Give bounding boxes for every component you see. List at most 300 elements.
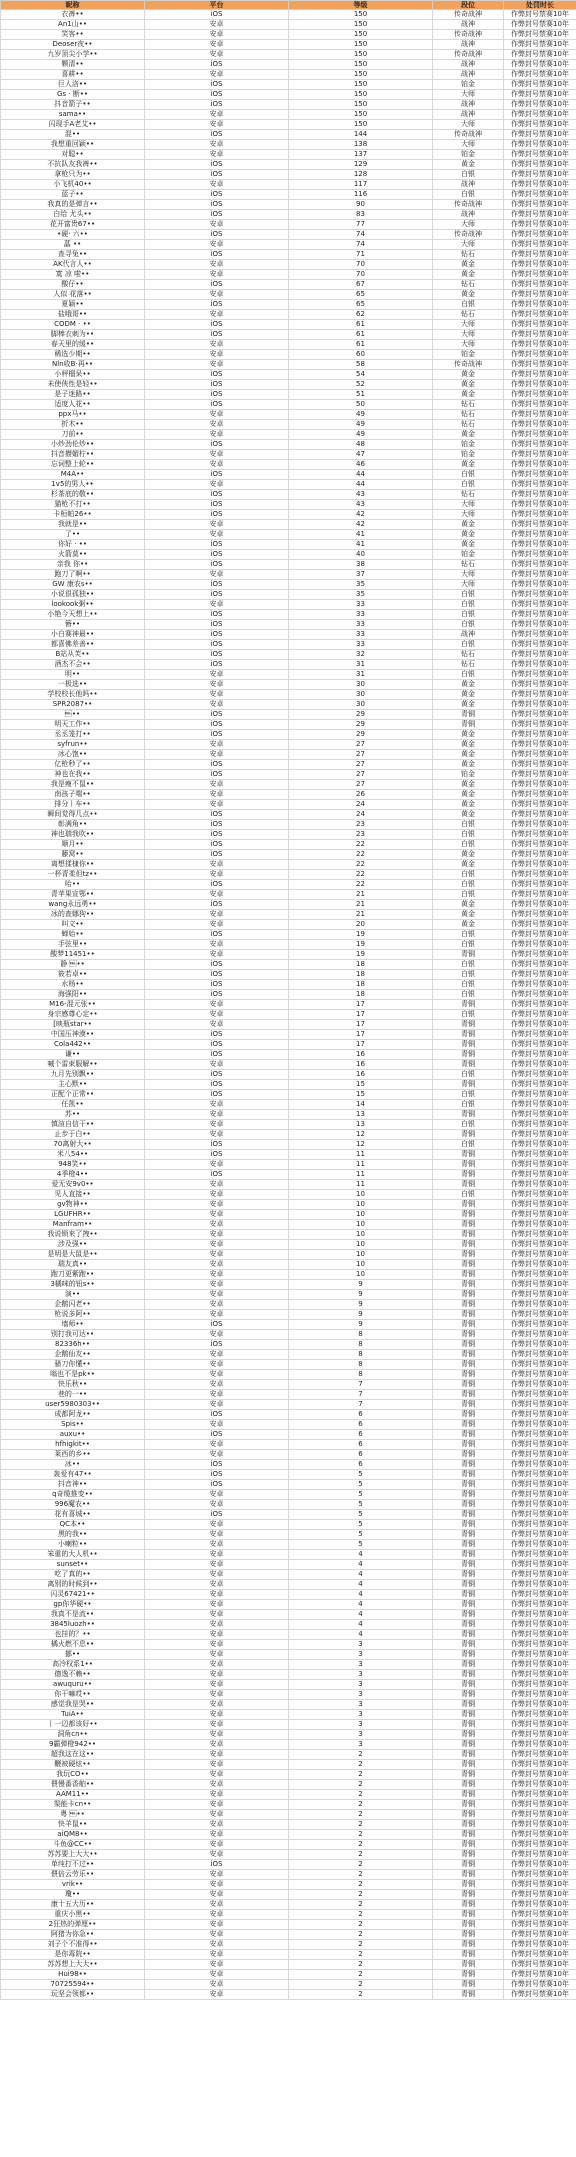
- level-cell: 8: [289, 1330, 433, 1340]
- penalty-cell: 作弊封号禁赛10年: [504, 1060, 576, 1070]
- rank-cell: 青铜: [433, 1580, 504, 1590]
- rank-cell: 青铜: [433, 1300, 504, 1310]
- penalty-cell: 作弊封号禁赛10年: [504, 550, 576, 560]
- level-cell: 6: [289, 1440, 433, 1450]
- nickname-cell: 花有喜城••: [1, 1510, 145, 1520]
- nickname-cell: 单纯打不过••: [1, 1860, 145, 1870]
- penalty-cell: 作弊封号禁赛10年: [504, 1900, 576, 1910]
- nickname-cell: 枪说多阿••: [1, 1310, 145, 1320]
- table-row: [1, 620, 576, 630]
- nickname-cell: M4A••: [1, 470, 145, 480]
- platform-cell: iOS: [145, 1040, 289, 1050]
- platform-cell: 安卓: [145, 690, 289, 700]
- table-row: [1, 1440, 576, 1450]
- rank-cell: 青铜: [433, 1850, 504, 1860]
- table-row: [1, 910, 576, 920]
- level-cell: 129: [289, 160, 433, 170]
- table-row: [1, 1470, 576, 1480]
- penalty-cell: 作弊封号禁赛10年: [504, 260, 576, 270]
- rank-cell: 黄金: [433, 730, 504, 740]
- rank-cell: 黄金: [433, 780, 504, 790]
- nickname-cell: 夏颖••: [1, 300, 145, 310]
- platform-cell: 安卓: [145, 1930, 289, 1940]
- rank-cell: 黄金: [433, 910, 504, 920]
- table-row: [1, 920, 576, 930]
- platform-cell: iOS: [145, 510, 289, 520]
- rank-cell: 黄金: [433, 520, 504, 530]
- platform-cell: 安卓: [145, 1190, 289, 1200]
- header-row: [1, 1, 576, 10]
- rank-cell: 钻石: [433, 280, 504, 290]
- level-cell: 16: [289, 1050, 433, 1060]
- level-cell: 138: [289, 140, 433, 150]
- level-cell: 19: [289, 940, 433, 950]
- penalty-cell: 作弊封号禁赛10年: [504, 1490, 576, 1500]
- nickname-cell: 巷的一••: [1, 1390, 145, 1400]
- nickname-cell: 演••: [1, 1290, 145, 1300]
- nickname-cell: 蕌 ••: [1, 240, 145, 250]
- level-cell: 46: [289, 460, 433, 470]
- penalty-cell: 作弊封号禁赛10年: [504, 1240, 576, 1250]
- platform-cell: 安卓: [145, 1180, 289, 1190]
- nickname-cell: AAM11••: [1, 1790, 145, 1800]
- table-row: [1, 1540, 576, 1550]
- table-row: [1, 590, 576, 600]
- nickname-cell: 丞丞笼打••: [1, 730, 145, 740]
- penalty-cell: 作弊封号禁赛10年: [504, 1830, 576, 1840]
- penalty-cell: 作弊封号禁赛10年: [504, 650, 576, 660]
- penalty-cell: 作弊封号禁赛10年: [504, 220, 576, 230]
- nickname-cell: 亿枪秒了••: [1, 760, 145, 770]
- level-cell: 150: [289, 50, 433, 60]
- table-row: [1, 1040, 576, 1050]
- level-cell: 29: [289, 710, 433, 720]
- nickname-cell: 亲我 你••: [1, 560, 145, 570]
- table-row: [1, 900, 576, 910]
- penalty-cell: 作弊封号禁赛10年: [504, 1710, 576, 1720]
- rank-cell: 战神: [433, 70, 504, 80]
- nickname-cell: 颗清••: [1, 60, 145, 70]
- rank-cell: 青铜: [433, 1720, 504, 1730]
- platform-cell: 安卓: [145, 480, 289, 490]
- table-row: [1, 1960, 576, 1970]
- platform-cell: iOS: [145, 1140, 289, 1150]
- table-row: [1, 120, 576, 130]
- rank-cell: 白银: [433, 670, 504, 680]
- rank-cell: 黄金: [433, 810, 504, 820]
- table-row: [1, 660, 576, 670]
- penalty-cell: 作弊封号禁赛10年: [504, 1480, 576, 1490]
- level-cell: 10: [289, 1260, 433, 1270]
- nickname-cell: 学校校长他吗••: [1, 690, 145, 700]
- nickname-cell: 挪••: [1, 1650, 145, 1660]
- nickname-cell: 蓝子••: [1, 190, 145, 200]
- penalty-cell: 作弊封号禁赛10年: [504, 1520, 576, 1530]
- level-cell: 50: [289, 400, 433, 410]
- platform-cell: 安卓: [145, 1800, 289, 1810]
- rank-cell: 青铜: [433, 1690, 504, 1700]
- rank-cell: 青铜: [433, 1380, 504, 1390]
- rank-cell: 铂金: [433, 440, 504, 450]
- rank-cell: 青铜: [433, 1410, 504, 1420]
- level-cell: 5: [289, 1510, 433, 1520]
- platform-cell: 安卓: [145, 1750, 289, 1760]
- level-cell: 3: [289, 1720, 433, 1730]
- level-cell: 4: [289, 1570, 433, 1580]
- nickname-cell: 是子迷路••: [1, 390, 145, 400]
- nickname-cell: 手弦里••: [1, 940, 145, 950]
- penalty-cell: 作弊封号禁赛10年: [504, 890, 576, 900]
- nickname-cell: 慎渲自信干••: [1, 1120, 145, 1130]
- rank-cell: 青铜: [433, 1830, 504, 1840]
- nickname-cell: Deoser夜••: [1, 40, 145, 50]
- table-row: [1, 100, 576, 110]
- table-row: [1, 1840, 576, 1850]
- platform-cell: 安卓: [145, 70, 289, 80]
- platform-cell: 安卓: [145, 790, 289, 800]
- nickname-cell: q奇缆推变••: [1, 1490, 145, 1500]
- level-cell: 10: [289, 1190, 433, 1200]
- rank-cell: 青铜: [433, 1510, 504, 1520]
- penalty-cell: 作弊封号禁赛10年: [504, 1890, 576, 1900]
- level-cell: 30: [289, 700, 433, 710]
- level-cell: 35: [289, 590, 433, 600]
- nickname-cell: TuiA••: [1, 1710, 145, 1720]
- platform-cell: iOS: [145, 560, 289, 570]
- nickname-cell: 我就是••: [1, 520, 145, 530]
- table-row: [1, 1770, 576, 1780]
- level-cell: 29: [289, 720, 433, 730]
- table-row: [1, 1780, 576, 1790]
- platform-cell: 安卓: [145, 750, 289, 760]
- rank-cell: 青铜: [433, 1200, 504, 1210]
- rank-cell: 黄金: [433, 380, 504, 390]
- level-cell: 41: [289, 530, 433, 540]
- platform-cell: iOS: [145, 170, 289, 180]
- nickname-cell: 我玩CO••: [1, 1770, 145, 1780]
- platform-cell: iOS: [145, 830, 289, 840]
- level-cell: 17: [289, 1000, 433, 1010]
- table-row: [1, 1210, 576, 1220]
- table-row: [1, 500, 576, 510]
- nickname-cell: auxu••: [1, 1430, 145, 1440]
- penalty-cell: 作弊封号禁赛10年: [504, 720, 576, 730]
- nickname-cell: 叫文••: [1, 920, 145, 930]
- table-row: [1, 10, 576, 20]
- penalty-cell: 作弊封号禁赛10年: [504, 1420, 576, 1430]
- nickname-cell: 人似 花落••: [1, 290, 145, 300]
- penalty-cell: 作弊封号禁赛10年: [504, 210, 576, 220]
- table-row: [1, 190, 576, 200]
- platform-cell: 安卓: [145, 1660, 289, 1670]
- penalty-cell: 作弊封号禁赛10年: [504, 1130, 576, 1140]
- penalty-cell: 作弊封号禁赛10年: [504, 1730, 576, 1740]
- penalty-cell: 作弊封号禁赛10年: [504, 1160, 576, 1170]
- table-row: [1, 1200, 576, 1210]
- level-cell: 2: [289, 1760, 433, 1770]
- penalty-cell: 作弊封号禁赛10年: [504, 1190, 576, 1200]
- level-cell: 2: [289, 1820, 433, 1830]
- table-row: [1, 60, 576, 70]
- rank-cell: 青铜: [433, 1360, 504, 1370]
- penalty-cell: 作弊封号禁赛10年: [504, 1360, 576, 1370]
- penalty-cell: 作弊封号禁赛10年: [504, 1200, 576, 1210]
- rank-cell: 大师: [433, 320, 504, 330]
- rank-cell: 青铜: [433, 1970, 504, 1980]
- platform-cell: 安卓: [145, 700, 289, 710]
- nickname-cell: 寞 凉 啦••: [1, 270, 145, 280]
- nickname-cell: Cola442••: [1, 1040, 145, 1050]
- table-row: [1, 310, 576, 320]
- level-cell: 44: [289, 470, 433, 480]
- nickname-cell: 刀前••: [1, 430, 145, 440]
- penalty-cell: 作弊封号禁赛10年: [504, 410, 576, 420]
- platform-cell: 安卓: [145, 260, 289, 270]
- table-row: [1, 1750, 576, 1760]
- rank-cell: 黄金: [433, 540, 504, 550]
- penalty-cell: 作弊封号禁赛10年: [504, 670, 576, 680]
- rank-cell: 青铜: [433, 1540, 504, 1550]
- level-cell: 10: [289, 1270, 433, 1280]
- penalty-cell: 作弊封号禁赛10年: [504, 910, 576, 920]
- penalty-cell: 作弊封号禁赛10年: [504, 690, 576, 700]
- table-row: [1, 610, 576, 620]
- penalty-cell: 作弊封号禁赛10年: [504, 880, 576, 890]
- table-row: [1, 20, 576, 30]
- nickname-cell: 骚刀你懂••: [1, 1360, 145, 1370]
- platform-cell: 安卓: [145, 1590, 289, 1600]
- nickname-cell: 巨人洛••: [1, 80, 145, 90]
- platform-cell: iOS: [145, 130, 289, 140]
- level-cell: 18: [289, 980, 433, 990]
- platform-cell: 安卓: [145, 340, 289, 350]
- table-row: [1, 210, 576, 220]
- table-body: [1, 10, 576, 2000]
- penalty-cell: 作弊封号禁赛10年: [504, 760, 576, 770]
- level-cell: 2: [289, 1750, 433, 1760]
- nickname-cell: 小秤榴呆••: [1, 370, 145, 380]
- penalty-cell: 作弊封号禁赛10年: [504, 540, 576, 550]
- nickname-cell: 适度人花••: [1, 400, 145, 410]
- platform-cell: 安卓: [145, 120, 289, 130]
- platform-cell: 安卓: [145, 1420, 289, 1430]
- level-cell: 117: [289, 180, 433, 190]
- rank-cell: 钻石: [433, 660, 504, 670]
- level-cell: 90: [289, 200, 433, 210]
- level-cell: 33: [289, 600, 433, 610]
- rank-cell: 青铜: [433, 1840, 504, 1850]
- nickname-cell: 渠能卡cn••: [1, 1800, 145, 1810]
- rank-cell: 青铜: [433, 1590, 504, 1600]
- rank-cell: 黄金: [433, 290, 504, 300]
- level-cell: 74: [289, 240, 433, 250]
- penalty-cell: 作弊封号禁赛10年: [504, 150, 576, 160]
- table-row: [1, 1110, 576, 1120]
- table-row: [1, 220, 576, 230]
- platform-cell: iOS: [145, 60, 289, 70]
- penalty-cell: 作弊封号禁赛10年: [504, 1670, 576, 1680]
- table-row: [1, 760, 576, 770]
- rank-cell: 白银: [433, 590, 504, 600]
- penalty-cell: 作弊封号禁赛10年: [504, 1920, 576, 1930]
- nickname-cell: 水杨••: [1, 980, 145, 990]
- table-row: [1, 1020, 576, 1030]
- platform-cell: 安卓: [145, 1300, 289, 1310]
- rank-cell: 白银: [433, 1090, 504, 1100]
- table-row: [1, 250, 576, 260]
- nickname-cell: 顺月••: [1, 840, 145, 850]
- rank-cell: 青铜: [433, 1710, 504, 1720]
- level-cell: 2: [289, 1910, 433, 1920]
- level-cell: 61: [289, 340, 433, 350]
- table-row: [1, 400, 576, 410]
- level-cell: 44: [289, 480, 433, 490]
- penalty-cell: 作弊封号禁赛10年: [504, 930, 576, 940]
- platform-cell: 安卓: [145, 1240, 289, 1250]
- table-row: [1, 150, 576, 160]
- nickname-cell: 簪••: [1, 620, 145, 630]
- rank-cell: 青铜: [433, 1150, 504, 1160]
- table-row: [1, 810, 576, 820]
- header-platform: 平台: [145, 1, 289, 10]
- nickname-cell: Hui98••: [1, 1970, 145, 1980]
- table-row: [1, 1870, 576, 1880]
- level-cell: 13: [289, 1110, 433, 1120]
- platform-cell: 安卓: [145, 1870, 289, 1880]
- level-cell: 2: [289, 1950, 433, 1960]
- penalty-cell: 作弊封号禁赛10年: [504, 1660, 576, 1670]
- rank-cell: 黄金: [433, 390, 504, 400]
- table-row: [1, 1790, 576, 1800]
- level-cell: 20: [289, 920, 433, 930]
- level-cell: 128: [289, 170, 433, 180]
- rank-cell: 青铜: [433, 1060, 504, 1070]
- nickname-cell: 一杯青柔但tz••: [1, 870, 145, 880]
- level-cell: 2: [289, 1940, 433, 1950]
- nickname-cell: 冰心饱••: [1, 750, 145, 760]
- table-row: [1, 730, 576, 740]
- nickname-cell: Manfram••: [1, 1220, 145, 1230]
- nickname-cell: 小喇粒••: [1, 1540, 145, 1550]
- nickname-cell: 排分丨车••: [1, 800, 145, 810]
- penalty-cell: 作弊封号禁赛10年: [504, 590, 576, 600]
- platform-cell: 安卓: [145, 1630, 289, 1640]
- header-level: 等级: [289, 1, 433, 10]
- table-row: [1, 1730, 576, 1740]
- nickname-cell: SPR2087••: [1, 700, 145, 710]
- level-cell: 49: [289, 420, 433, 430]
- rank-cell: 青铜: [433, 1560, 504, 1570]
- rank-cell: 青铜: [433, 1750, 504, 1760]
- rank-cell: 钻石: [433, 310, 504, 320]
- platform-cell: 安卓: [145, 450, 289, 460]
- table-row: [1, 770, 576, 780]
- rank-cell: 青铜: [433, 1020, 504, 1030]
- level-cell: 2: [289, 1900, 433, 1910]
- penalty-cell: 作弊封号禁赛10年: [504, 560, 576, 570]
- table-row: [1, 330, 576, 340]
- penalty-cell: 作弊封号禁赛10年: [504, 900, 576, 910]
- platform-cell: iOS: [145, 1320, 289, 1330]
- penalty-cell: 作弊封号禁赛10年: [504, 970, 576, 980]
- table-row: [1, 1120, 576, 1130]
- platform-cell: 安卓: [145, 1850, 289, 1860]
- table-row: [1, 940, 576, 950]
- platform-cell: iOS: [145, 1340, 289, 1350]
- table-row: [1, 1700, 576, 1710]
- nickname-cell: 快羊鼠••: [1, 1820, 145, 1830]
- level-cell: 4: [289, 1600, 433, 1610]
- level-cell: 26: [289, 790, 433, 800]
- level-cell: 23: [289, 830, 433, 840]
- rank-cell: 大师: [433, 220, 504, 230]
- table-row: [1, 570, 576, 580]
- rank-cell: 战神: [433, 20, 504, 30]
- platform-cell: 安卓: [145, 150, 289, 160]
- level-cell: 2: [289, 1830, 433, 1840]
- platform-cell: 安卓: [145, 20, 289, 30]
- nickname-cell: 刘子个不准得••: [1, 1940, 145, 1950]
- rank-cell: 青铜: [433, 1900, 504, 1910]
- level-cell: 30: [289, 690, 433, 700]
- platform-cell: iOS: [145, 500, 289, 510]
- rank-cell: 战神: [433, 40, 504, 50]
- table-row: [1, 1230, 576, 1240]
- platform-cell: 安卓: [145, 410, 289, 420]
- penalty-cell: 作弊封号禁赛10年: [504, 1870, 576, 1880]
- rank-cell: 钻石: [433, 560, 504, 570]
- platform-cell: 安卓: [145, 1450, 289, 1460]
- platform-cell: 安卓: [145, 1130, 289, 1140]
- level-cell: 7: [289, 1380, 433, 1390]
- rank-cell: 大师: [433, 90, 504, 100]
- level-cell: 150: [289, 70, 433, 80]
- platform-cell: 安卓: [145, 1700, 289, 1710]
- platform-cell: 安卓: [145, 1380, 289, 1390]
- penalty-cell: 作弊封号禁赛10年: [504, 1220, 576, 1230]
- level-cell: 11: [289, 1170, 433, 1180]
- table-row: [1, 1930, 576, 1940]
- table-row: [1, 1250, 576, 1260]
- level-cell: 43: [289, 500, 433, 510]
- nickname-cell: 卡桓帕26••: [1, 510, 145, 520]
- table-row: [1, 140, 576, 150]
- platform-cell: iOS: [145, 650, 289, 660]
- table-row: [1, 1310, 576, 1320]
- rank-cell: 青铜: [433, 1160, 504, 1170]
- rank-cell: 白银: [433, 880, 504, 890]
- nickname-cell: 德逸不赖••: [1, 1670, 145, 1680]
- penalty-cell: 作弊封号禁赛10年: [504, 1040, 576, 1050]
- rank-cell: 白银: [433, 600, 504, 610]
- nickname-cell: 996魔农••: [1, 1500, 145, 1510]
- nickname-cell: 我想重回颖••: [1, 140, 145, 150]
- rank-cell: 白银: [433, 1120, 504, 1130]
- table-row: [1, 870, 576, 880]
- table-row: [1, 1380, 576, 1390]
- nickname-cell: 莱西的乡••: [1, 1450, 145, 1460]
- penalty-cell: 作弊封号禁赛10年: [504, 920, 576, 930]
- rank-cell: 白银: [433, 1190, 504, 1200]
- nickname-cell: awuquru••: [1, 1680, 145, 1690]
- rank-cell: 黄金: [433, 850, 504, 860]
- rank-cell: 白银: [433, 1070, 504, 1080]
- nickname-cell: 彰满角••: [1, 820, 145, 830]
- rank-cell: 白银: [433, 930, 504, 940]
- rank-cell: 青铜: [433, 1650, 504, 1660]
- table-row: [1, 1000, 576, 1010]
- table-row: [1, 1920, 576, 1930]
